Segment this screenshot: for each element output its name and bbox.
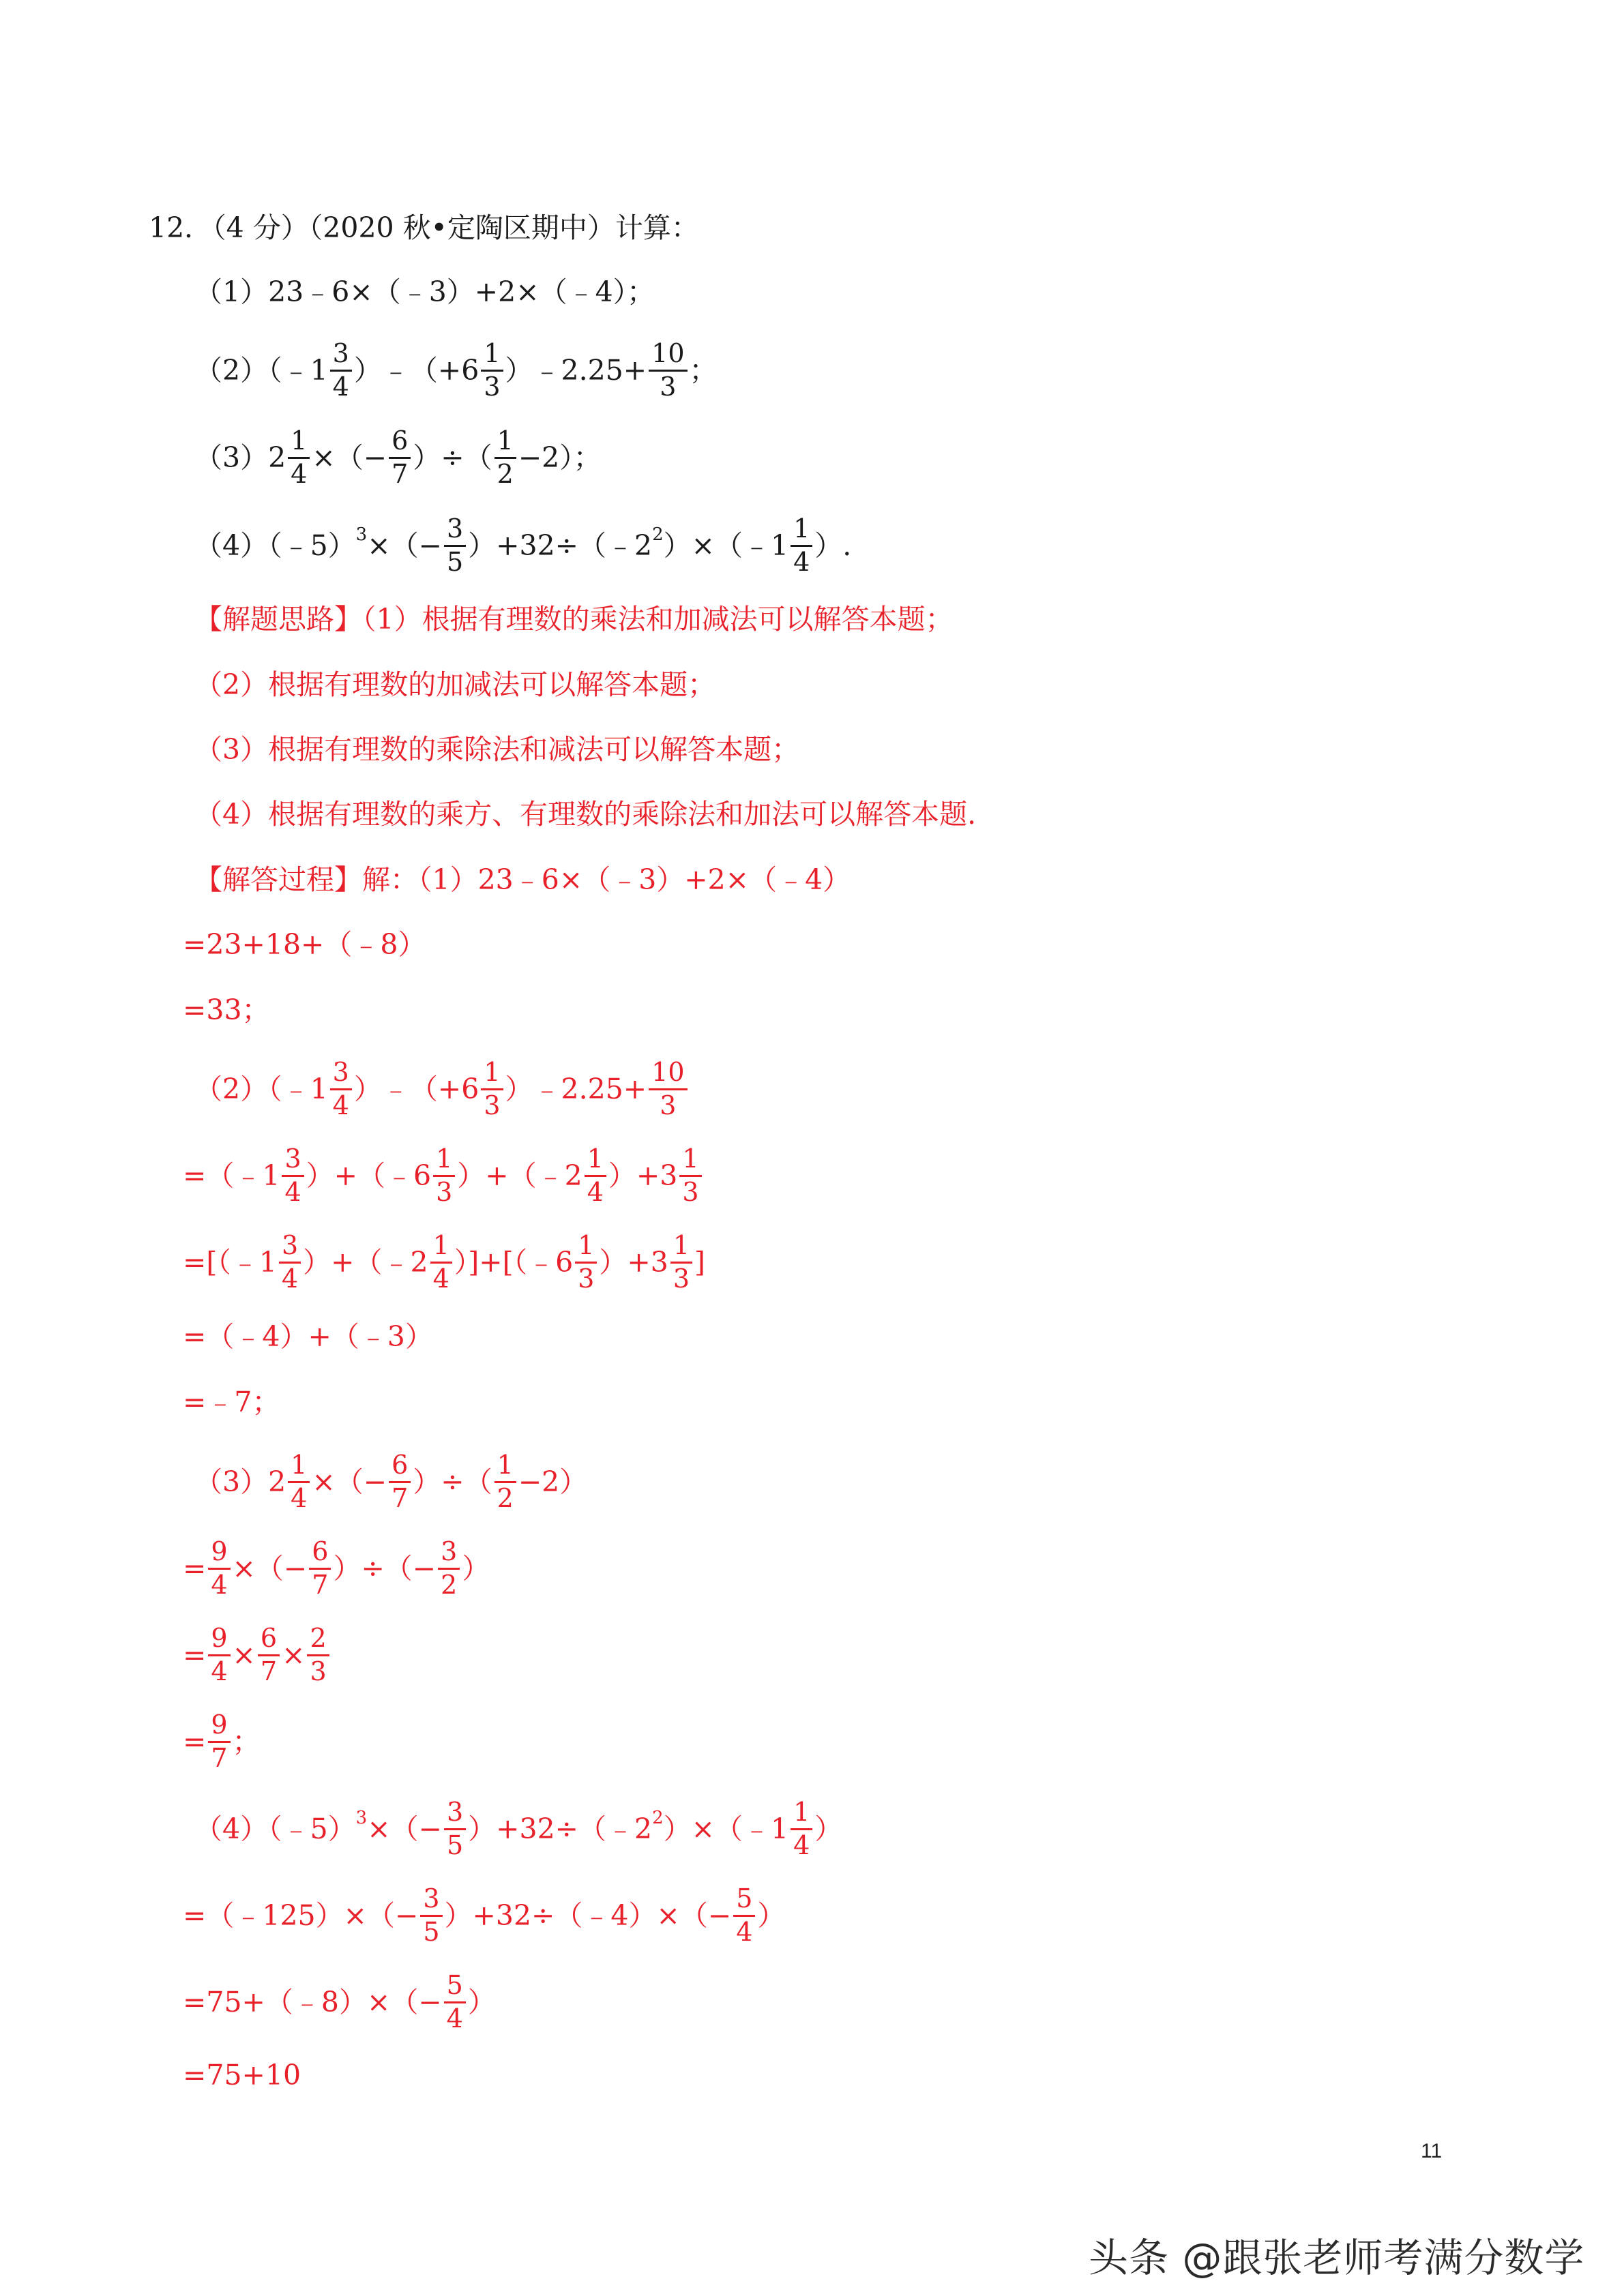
text-segment: ×（− [367, 528, 442, 562]
text-segment: ）+3 [599, 1245, 668, 1279]
denominator: 5 [423, 1916, 440, 1947]
text-segment: =（﹣1 [183, 1159, 280, 1192]
denominator: 7 [211, 1742, 228, 1773]
superscript: 3 [355, 524, 368, 545]
numerator: 1 [793, 1796, 810, 1827]
numerator: 1 [673, 1229, 690, 1260]
numerator: 9 [211, 1536, 228, 1566]
superscript: 2 [652, 1808, 664, 1828]
numerator: 1 [436, 1143, 453, 1174]
denominator: 4 [281, 1263, 299, 1294]
numerator: 1 [484, 1056, 501, 1087]
fraction [649, 340, 687, 401]
fraction [389, 1449, 411, 1513]
fraction [430, 1229, 452, 1294]
fraction [791, 1796, 812, 1860]
solution-line [183, 1365, 280, 1440]
fraction [309, 1538, 331, 1599]
denominator: 3 [436, 1176, 453, 1207]
denominator: 4 [211, 1569, 228, 1600]
problem-line [194, 420, 602, 495]
text-segment: ）÷（ [413, 1465, 492, 1498]
text-segment: （4）（﹣5） [194, 1812, 356, 1845]
numerator: 5 [446, 1969, 463, 2000]
numerator: 3 [284, 1143, 301, 1174]
solution-line [183, 2038, 301, 2113]
text-segment: =33； [183, 993, 270, 1026]
text-segment: ）. [814, 528, 852, 562]
solution-line [183, 1138, 704, 1213]
text-segment: （3）根据有理数的乘除法和减法可以解答本题； [194, 732, 800, 766]
numerator: 6 [392, 1449, 409, 1480]
numerator: 3 [446, 1796, 464, 1827]
numerator: 1 [484, 338, 501, 368]
numerator: 10 [651, 338, 685, 368]
fraction [389, 425, 411, 489]
denominator: 7 [392, 1482, 409, 1513]
numerator: 10 [651, 1056, 685, 1087]
numerator: 6 [312, 1536, 329, 1566]
text-segment: ） [467, 1985, 496, 2018]
text-segment: =﹣7； [183, 1385, 280, 1418]
text-segment: ）×（﹣1 [663, 1812, 789, 1845]
solution-line [183, 1299, 433, 1374]
text-segment: （2）根据有理数的加减法可以解答本题； [194, 668, 716, 701]
denominator: 4 [291, 458, 308, 489]
numerator: 3 [281, 1229, 299, 1260]
solution-line [194, 777, 976, 852]
text-segment: −2）； [518, 441, 602, 474]
denominator: 4 [291, 1482, 308, 1513]
fraction [679, 1143, 701, 1207]
denominator: 2 [497, 458, 514, 489]
text-segment: ； [689, 353, 718, 387]
denominator: 4 [332, 1090, 349, 1120]
text-segment: （3）2 [194, 441, 286, 474]
denominator: 3 [578, 1263, 595, 1294]
denominator: 5 [446, 546, 464, 577]
fraction [791, 513, 812, 577]
fraction [208, 1538, 230, 1599]
numerator: 1 [497, 1449, 514, 1480]
denominator: 4 [736, 1916, 753, 1947]
denominator: 3 [310, 1656, 327, 1686]
text-segment: 【解题思路】（1）根据有理数的乘法和加减法可以解答本题； [194, 602, 954, 636]
solution-line [183, 972, 270, 1047]
text-segment: ） [757, 1898, 786, 1932]
solution-line [183, 1225, 705, 1300]
denominator: 4 [432, 1263, 449, 1294]
solution-line [194, 1052, 690, 1127]
solution-line [183, 1531, 490, 1606]
fraction [733, 1885, 755, 1946]
text-segment: ）+（﹣2 [303, 1245, 428, 1279]
solution-line [183, 907, 426, 982]
numerator: 1 [682, 1143, 699, 1174]
text-segment: （1）23﹣6×（﹣3）+2×（﹣4）； [194, 275, 655, 308]
denominator: 4 [284, 1176, 301, 1207]
text-segment: ×（− [312, 441, 387, 474]
fraction [670, 1229, 692, 1294]
page-number: 11 [1421, 2140, 1443, 2162]
numerator: 3 [441, 1536, 458, 1566]
numerator: 3 [423, 1883, 440, 1913]
numerator: 1 [497, 425, 514, 456]
fraction [330, 1056, 352, 1120]
denominator: 4 [793, 1830, 810, 1860]
denominator: 3 [660, 1090, 677, 1120]
fraction [330, 340, 352, 401]
denominator: 4 [793, 546, 810, 577]
denominator: 4 [211, 1656, 228, 1686]
numerator: 1 [291, 1449, 308, 1480]
numerator: 1 [587, 1143, 604, 1174]
problem-line [194, 254, 655, 329]
solution-line [194, 1791, 842, 1866]
text-segment: ×（− [232, 1551, 308, 1585]
text-segment: × [282, 1638, 306, 1671]
numerator: 6 [392, 425, 409, 456]
denominator: 5 [446, 1830, 464, 1860]
text-segment: ）×（﹣1 [663, 528, 789, 562]
fraction [288, 1449, 310, 1513]
text-segment: ； [232, 1725, 261, 1758]
fraction [438, 1538, 460, 1599]
numerator: 1 [578, 1229, 595, 1260]
solution-line [183, 1704, 261, 1779]
text-segment: 12．（4 分）（2020 秋•定陶区期中）计算： [149, 211, 699, 244]
denominator: 3 [682, 1176, 699, 1207]
text-segment: （2）（﹣1 [194, 1072, 328, 1105]
text-segment: （3）2 [194, 1465, 286, 1498]
denominator: 7 [392, 458, 409, 489]
text-segment: = [183, 1725, 207, 1758]
denominator: 3 [660, 371, 677, 402]
fraction [481, 1056, 503, 1120]
text-segment: ）+32÷（﹣2 [468, 1812, 653, 1845]
text-segment: ）÷（− [333, 1551, 437, 1585]
text-segment: ） [462, 1551, 490, 1585]
fraction [494, 425, 516, 489]
fraction [307, 1622, 329, 1686]
text-segment: =[（﹣1 [183, 1245, 277, 1279]
numerator: 1 [291, 425, 308, 456]
text-segment: ）+32÷（﹣2 [468, 528, 653, 562]
text-segment: =75+（﹣8）×（− [183, 1985, 442, 2018]
denominator: 4 [332, 371, 349, 402]
superscript: 2 [652, 524, 664, 545]
solution-line [194, 1444, 587, 1519]
text-segment: =（﹣4）+（﹣3） [183, 1320, 433, 1353]
text-segment: ×（− [312, 1465, 387, 1498]
numerator: 1 [432, 1229, 449, 1260]
fraction [444, 1796, 466, 1860]
text-segment: ）+（﹣2 [457, 1159, 582, 1192]
text-segment: ×（− [367, 1812, 442, 1845]
text-segment: ）﹣（+6 [353, 353, 479, 387]
solution-line [183, 1965, 496, 2040]
numerator: 9 [211, 1709, 228, 1740]
text-segment: ）﹣2.25+ [505, 353, 647, 387]
text-segment: ）﹣2.25+ [505, 1072, 647, 1105]
numerator: 6 [260, 1622, 278, 1653]
fraction [279, 1229, 301, 1294]
fraction [575, 1229, 597, 1294]
text-segment: =23+18+（﹣8） [183, 927, 426, 961]
text-segment: =（﹣125）×（− [183, 1898, 419, 1932]
numerator: 3 [332, 338, 349, 368]
numerator: 5 [736, 1883, 753, 1913]
fraction [208, 1709, 230, 1773]
text-segment: =75+10 [183, 2058, 301, 2091]
fraction [433, 1143, 455, 1207]
solution-line [194, 842, 851, 917]
denominator: 7 [260, 1656, 278, 1686]
fraction [258, 1622, 280, 1686]
solution-line [183, 1878, 785, 1953]
denominator: 3 [673, 1263, 690, 1294]
numerator: 3 [332, 1056, 349, 1087]
fraction [282, 1143, 304, 1207]
text-segment: −2） [518, 1465, 588, 1498]
fraction [649, 1056, 687, 1120]
text-segment: × [232, 1638, 256, 1671]
numerator: 9 [211, 1622, 228, 1653]
fraction [420, 1885, 442, 1946]
solution-line [183, 1617, 331, 1693]
text-segment: 【解答过程】解：（1）23﹣6×（﹣3）+2×（﹣4） [194, 863, 851, 896]
problem-line [194, 508, 851, 583]
text-segment: ）÷（ [413, 441, 492, 474]
text-segment: （4）根据有理数的乘方、有理数的乘除法和加法可以解答本题. [194, 797, 977, 831]
fraction [208, 1622, 230, 1686]
fraction [444, 513, 466, 577]
denominator: 3 [484, 1090, 501, 1120]
text-segment: ）+（﹣6 [306, 1159, 432, 1192]
numerator: 1 [793, 513, 810, 543]
text-segment: ] [694, 1245, 706, 1279]
superscript: 3 [355, 1808, 368, 1828]
text-segment: （4）（﹣5） [194, 528, 356, 562]
text-segment: = [183, 1551, 207, 1585]
text-segment: ）+32÷（﹣4）×（− [444, 1898, 732, 1932]
text-segment: （2）（﹣1 [194, 353, 328, 387]
text-segment: ）+3 [608, 1159, 678, 1192]
denominator: 4 [446, 2003, 463, 2033]
solution-line [194, 647, 715, 722]
denominator: 2 [497, 1482, 514, 1513]
numerator: 3 [446, 513, 464, 543]
denominator: 2 [441, 1569, 458, 1600]
fraction [494, 1449, 516, 1513]
denominator: 4 [587, 1176, 604, 1207]
watermark: 头条 @跟张老师考满分数学 [1089, 2235, 1585, 2281]
text-segment: ） [814, 1812, 843, 1845]
problem-line [194, 333, 718, 408]
solution-line [194, 582, 954, 657]
text-segment: ）]+[（﹣6 [454, 1245, 574, 1279]
denominator: 3 [484, 371, 501, 402]
fraction [481, 340, 503, 401]
numerator: 2 [310, 1622, 327, 1653]
text-segment: = [183, 1638, 207, 1671]
fraction [288, 425, 310, 489]
fraction [585, 1143, 606, 1207]
fraction [444, 1969, 466, 2033]
solution-line [194, 712, 799, 787]
denominator: 7 [312, 1569, 329, 1600]
text-segment: ）﹣（+6 [353, 1072, 479, 1105]
